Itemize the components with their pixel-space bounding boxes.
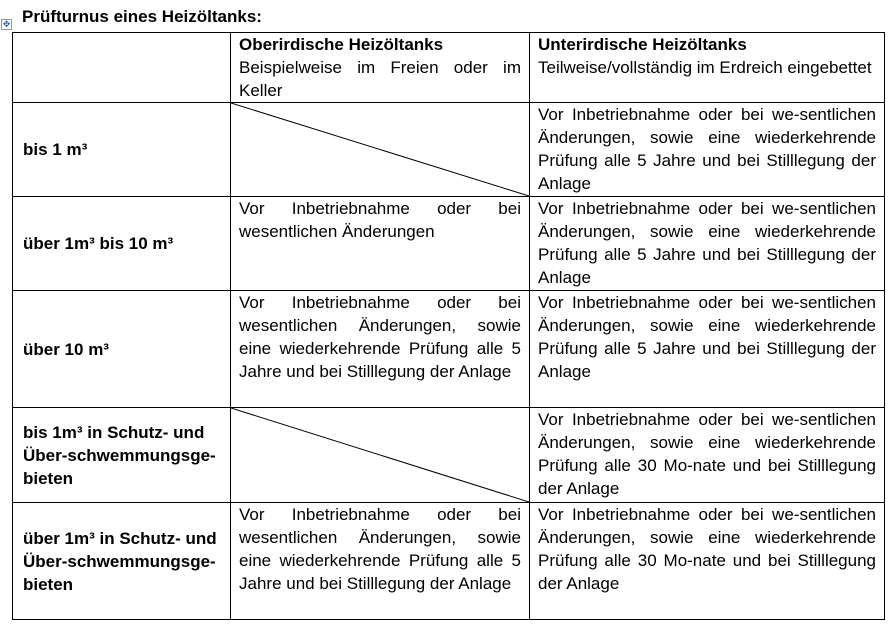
above-ground-cell: Vor Inbetriebnahme oder bei wesentlichen Änderungen, sowie eine wiederkehrende Prüfung alle 5 Jahre und bei Stilllegung der Anlage (231, 291, 530, 408)
row-label: über 10 m³ (13, 291, 231, 408)
header-above-ground-title: Oberirdische Heizöltanks (239, 35, 444, 54)
table-row (13, 291, 885, 408)
table-row (13, 103, 885, 197)
inspection-table (12, 32, 885, 620)
table-move-handle-icon[interactable]: ✥ (2, 19, 11, 29)
header-underground (530, 33, 885, 103)
above-ground-cell: Vor Inbetriebnahme oder bei wesentlichen Änderungen, sowie eine wiederkehrende Prüfung alle 5 Jahre und bei Stilllegung der Anlage (231, 503, 530, 620)
header-underground-title: Unterirdische Heizöltanks (538, 35, 747, 54)
page-title: Prüfturnus eines Heizöltanks: (22, 7, 262, 26)
not-applicable-cell (231, 103, 530, 197)
diagonal-line (231, 408, 529, 502)
underground-cell: Vor Inbetriebnahme oder bei we-sentlichen Änderungen, sowie eine wiederkehrende Prüfung alle 5 Jahre und bei Stilllegung der Anlage (530, 197, 885, 291)
table-row (13, 197, 885, 291)
row-label: über 1m³ in Schutz- und Über-schwemmungsge-bieten (13, 503, 231, 620)
header-above-ground-subtitle: Beispielweise im Freien oder im Keller (239, 58, 521, 100)
underground-cell: Vor Inbetriebnahme oder bei we-sentlichen Änderungen, sowie eine wiederkehrende Prüfung alle 30 Mo-nate und bei Stilllegung der Anlage (530, 408, 885, 503)
diagonal-line (231, 103, 529, 196)
underground-cell: Vor Inbetriebnahme oder bei we-sentlichen Änderungen, sowie eine wiederkehrende Prüfung alle 5 Jahre und bei Stilllegung der Anlage (530, 291, 885, 408)
row-label: über 1m³ bis 10 m³ (13, 197, 231, 291)
table-header-row (13, 33, 885, 103)
underground-cell: Vor Inbetriebnahme oder bei we-sentlichen Änderungen, sowie eine wiederkehrende Prüfung alle 5 Jahre und bei Stilllegung der Anlage (530, 103, 885, 197)
row-label: bis 1 m³ (13, 103, 231, 197)
header-underground-subtitle: Teilweise/vollständig im Erdreich eingebettet (538, 58, 872, 77)
header-above-ground (231, 33, 530, 103)
underground-cell: Vor Inbetriebnahme oder bei we-sentlichen Änderungen, sowie eine wiederkehrende Prüfung alle 30 Mo-nate und bei Stilllegung der Anlage (530, 503, 885, 620)
not-applicable-cell (231, 408, 530, 503)
table-row (13, 503, 885, 620)
row-label: bis 1m³ in Schutz- und Über-schwemmungsge-bieten (13, 408, 231, 503)
header-empty-cell (13, 33, 231, 103)
table-row (13, 408, 885, 503)
above-ground-cell: Vor Inbetriebnahme oder bei wesentlichen Änderungen (231, 197, 530, 291)
